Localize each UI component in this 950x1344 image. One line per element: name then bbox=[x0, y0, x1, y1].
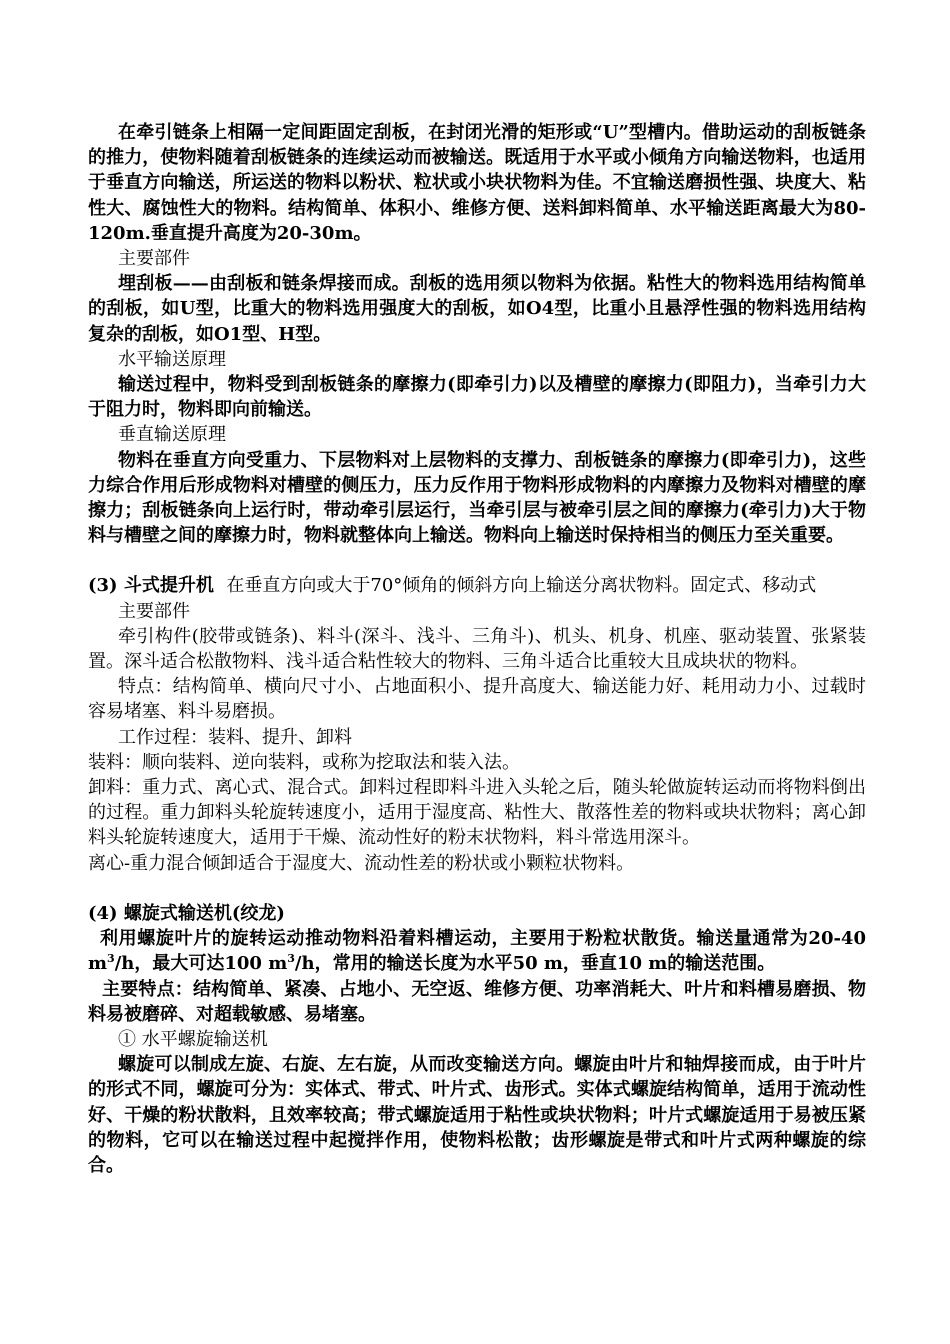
scraper-intro-paragraph: 在牵引链条上相隔一定间距固定刮板，在封闭光滑的矩形或“U”型槽内。借助运动的刮板链条的推力，使物料随着刮板链条的连续运动而被输送。既适用于水平或小倾角方向输送物料，也适用于垂直方向输送，所运送的物料以粉状、粒状或小块状物料为佳。不宜输送磨损性强、块度大、粘性大、腐蚀性大的物料。结构简单、体积小、维修方便、送料卸料简单、水平输送距离最大为80-120m.垂直提升高度为20-30m。 bbox=[88, 122, 866, 244]
screw-intro-part-c: /h，常用的输送长度为水平50 m，垂直10 m的输送范围。 bbox=[294, 953, 776, 975]
screw-intro-part-b: /h，最大可达100 m bbox=[114, 953, 288, 975]
cubic-superscript: 3 bbox=[287, 952, 295, 966]
vertical-principle-paragraph: 物料在垂直方向受重力、下层物料对上层物料的支撑力、刮板链条的摩擦力(即牵引力)，这些力综合作用后形成物料对槽壁的侧压力，压力反作用于物料形成物料的内摩擦力及物料对槽壁的摩擦力；刮板链条向上运行时，带动牵引层运行，当牵引层与被牵引层之间的摩擦力(牵引力)大于物料与槽壁之间的摩擦力时，物料就整体向上输送。物料向上输送时保持相当的侧压力至关重要。 bbox=[88, 449, 866, 547]
screw-features-paragraph: 主要特点：结构简单、紧凑、占地小、无空返、维修方便、功率消耗大、叶片和料槽易磨损、物料易被磨碎、对超载敏感、易堵塞。 bbox=[88, 978, 866, 1025]
bucket-elevator-title-line bbox=[88, 573, 866, 598]
scraper-main-parts-heading: 主要部件 bbox=[118, 248, 190, 270]
bucket-unloading-paragraph: 卸料：重力式、离心式、混合式。卸料过程即料斗进入头轮之后，随头轮做旋转运动而将物料倒出的过程。重力卸料头轮旋转速度小，适用于湿度高、粘性大、散落性差的物料或块状物料；离心卸料头轮旋转速度大，适用于干燥、流动性好的粉末状物料，料斗常选用深斗。 bbox=[88, 777, 866, 849]
bucket-main-parts-heading: 主要部件 bbox=[118, 600, 190, 622]
horizontal-screw-heading: ① 水平螺旋输送机 bbox=[118, 1028, 268, 1050]
horizontal-principle-heading: 水平输送原理 bbox=[118, 348, 226, 370]
section-gap bbox=[88, 876, 866, 901]
cubic-superscript: 3 bbox=[107, 952, 115, 966]
document-page bbox=[88, 120, 866, 1178]
bucket-main-parts-paragraph: 牵引构件(胶带或链条)、料斗(深斗、浅斗、三角斗)、机头、机身、机座、驱动装置、张紧装置。深斗适合松散物料、浅斗适合粘性较大的物料、三角斗适合比重较大且成块状的物料。 bbox=[88, 625, 866, 673]
screw-conveyor-title: (4) 螺旋式输送机(绞龙) bbox=[88, 902, 285, 924]
scraper-main-parts-paragraph: 埋刮板——由刮板和链条焊接而成。刮板的选用须以物料为依据。粘性大的物料选用结构简单的刮板，如U型，比重大的物料选用强度大的刮板，如O4型，比重小且悬浮性强的物料选用结构复杂的刮板，如O1型、H型。 bbox=[88, 273, 866, 345]
screw-intro-paragraph bbox=[88, 926, 866, 976]
vertical-principle-heading: 垂直输送原理 bbox=[118, 424, 226, 446]
horizontal-screw-paragraph: 螺旋可以制成左旋、右旋、左右旋，从而改变输送方向。螺旋由叶片和轴焊接而成，由于叶片的形式不同，螺旋可分为：实体式、带式、叶片式、齿形式。实体式螺旋结构简单，适用于流动性好、干燥的粉状散料，且效率较高；带式螺旋适用于粘性或块状物料；叶片式螺旋适用于易被压紧的物料，它可以在输送过程中起搅拌作用，使物料松散；齿形螺旋是带式和叶片式两种螺旋的综合。 bbox=[88, 1054, 866, 1176]
bucket-elevator-description: 在垂直方向或大于70°倾角的倾斜方向上输送分离状物料。固定式、移动式 bbox=[226, 575, 817, 597]
horizontal-principle-paragraph: 输送过程中，物料受到刮板链条的摩擦力(即牵引力)以及槽壁的摩擦力(即阻力)，当牵引力大于阻力时，物料即向前输送。 bbox=[88, 374, 866, 421]
bucket-elevator-title: (3) 斗式提升机 bbox=[88, 575, 214, 597]
bucket-loading-paragraph: 装料：顺向装料、逆向装料，或称为挖取法和装入法。 bbox=[88, 751, 520, 773]
bucket-features-paragraph: 特点：结构简单、横向尺寸小、占地面积小、提升高度大、输送能力好、耗用动力小、过载时容易堵塞、料斗易磨损。 bbox=[88, 676, 866, 723]
bucket-mixed-paragraph: 离心-重力混合倾卸适合于湿度大、流动性差的粉状或小颗粒状物料。 bbox=[88, 852, 635, 874]
screw-intro-part-a: 利用螺旋叶片的旋转运动推动物料沿着料槽运动，主要用于粉粒状散货。输送量通常为20-40 m bbox=[88, 928, 866, 975]
bucket-process-heading: 工作过程：装料、提升、卸料 bbox=[118, 726, 352, 748]
section-gap bbox=[88, 548, 866, 573]
